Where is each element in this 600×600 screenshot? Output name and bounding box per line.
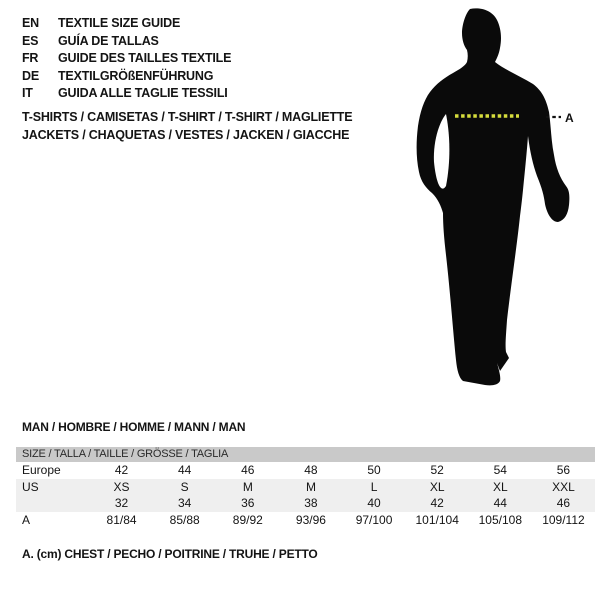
language-code: ES: [22, 33, 39, 48]
language-list: [22, 15, 231, 103]
row-label: US: [22, 479, 39, 494]
size-cell: 109/112: [542, 512, 585, 527]
size-cell: 46: [241, 463, 255, 477]
size-cell: 101/104: [415, 512, 459, 527]
size-cell: 54: [493, 463, 507, 477]
size-cell: 42: [114, 463, 129, 477]
size-cell: 44: [178, 463, 192, 477]
table-row-europe: [16, 462, 595, 479]
size-cell: L: [370, 479, 378, 494]
language-code: EN: [22, 16, 39, 30]
size-cell: XL: [492, 479, 508, 494]
size-cell: 36: [241, 496, 255, 510]
size-cell: 85/88: [169, 512, 200, 527]
size-cell: 50: [367, 463, 381, 477]
language-row: [22, 33, 231, 51]
table-row-us-numeric: [16, 495, 595, 512]
size-cell: 40: [367, 496, 381, 510]
size-cell: 46: [556, 496, 571, 510]
size-cell: 44: [493, 496, 507, 510]
language-title: TEXTILGRÖßENFÜHRUNG: [58, 68, 214, 83]
size-cell: 42: [430, 496, 444, 510]
size-cell: 56: [556, 463, 571, 477]
row-label: Europe: [22, 463, 61, 477]
language-row: [22, 50, 231, 68]
language-title: GUÍA DE TALLAS: [58, 33, 159, 48]
language-code: IT: [22, 86, 33, 100]
man-silhouette-figure: [400, 0, 600, 400]
table-row-us: [16, 479, 595, 496]
product-types: [22, 109, 352, 144]
product-line-tshirts: T-SHIRTS / CAMISETAS / T-SHIRT / T-SHIRT / MAGLIETTE: [22, 110, 353, 124]
size-cell: 48: [304, 463, 318, 477]
size-cell: XL: [429, 479, 445, 494]
row-label: A: [22, 512, 31, 527]
size-cell: 89/92: [232, 512, 263, 527]
language-row: [22, 15, 231, 33]
language-code: DE: [22, 68, 39, 83]
size-cell: 81/84: [106, 512, 137, 527]
size-cell: M: [305, 479, 316, 494]
size-cell: M: [242, 479, 253, 494]
language-title: GUIDA ALLE TAGLIE TESSILI: [58, 86, 228, 100]
table-row-chest-a: [16, 512, 595, 529]
language-title: GUIDE DES TAILLES TEXTILE: [58, 51, 232, 65]
row-label: [16, 495, 90, 512]
measurement-footnote: A. (cm) CHEST / PECHO / POITRINE / TRUHE / PETTO: [22, 547, 318, 561]
language-title: TEXTILE SIZE GUIDE: [58, 16, 181, 30]
product-line-jackets: JACKETS / CHAQUETAS / VESTES / JACKEN / GIACCHE: [22, 127, 350, 142]
language-row: [22, 85, 231, 103]
size-cell: XS: [113, 479, 130, 494]
language-row: [22, 68, 231, 86]
size-table-header: SIZE / TALLA / TAILLE / GRÖSSE / TAGLIA: [16, 447, 595, 462]
size-cell: 38: [304, 496, 318, 510]
size-table: [16, 447, 595, 528]
measure-a-label: A: [565, 111, 574, 125]
size-cell: 93/96: [295, 512, 326, 527]
size-cell: S: [180, 479, 189, 494]
language-code: FR: [22, 51, 39, 65]
size-cell: 32: [114, 496, 129, 510]
section-title-man: MAN / HOMBRE / HOMME / MANN / MAN: [22, 420, 246, 434]
size-cell: 52: [430, 463, 444, 477]
size-cell: 97/100: [355, 512, 393, 527]
size-cell: 34: [178, 496, 192, 510]
size-cell: XXL: [552, 479, 575, 494]
man-silhouette: [417, 8, 570, 385]
size-cell: 105/108: [478, 512, 522, 527]
